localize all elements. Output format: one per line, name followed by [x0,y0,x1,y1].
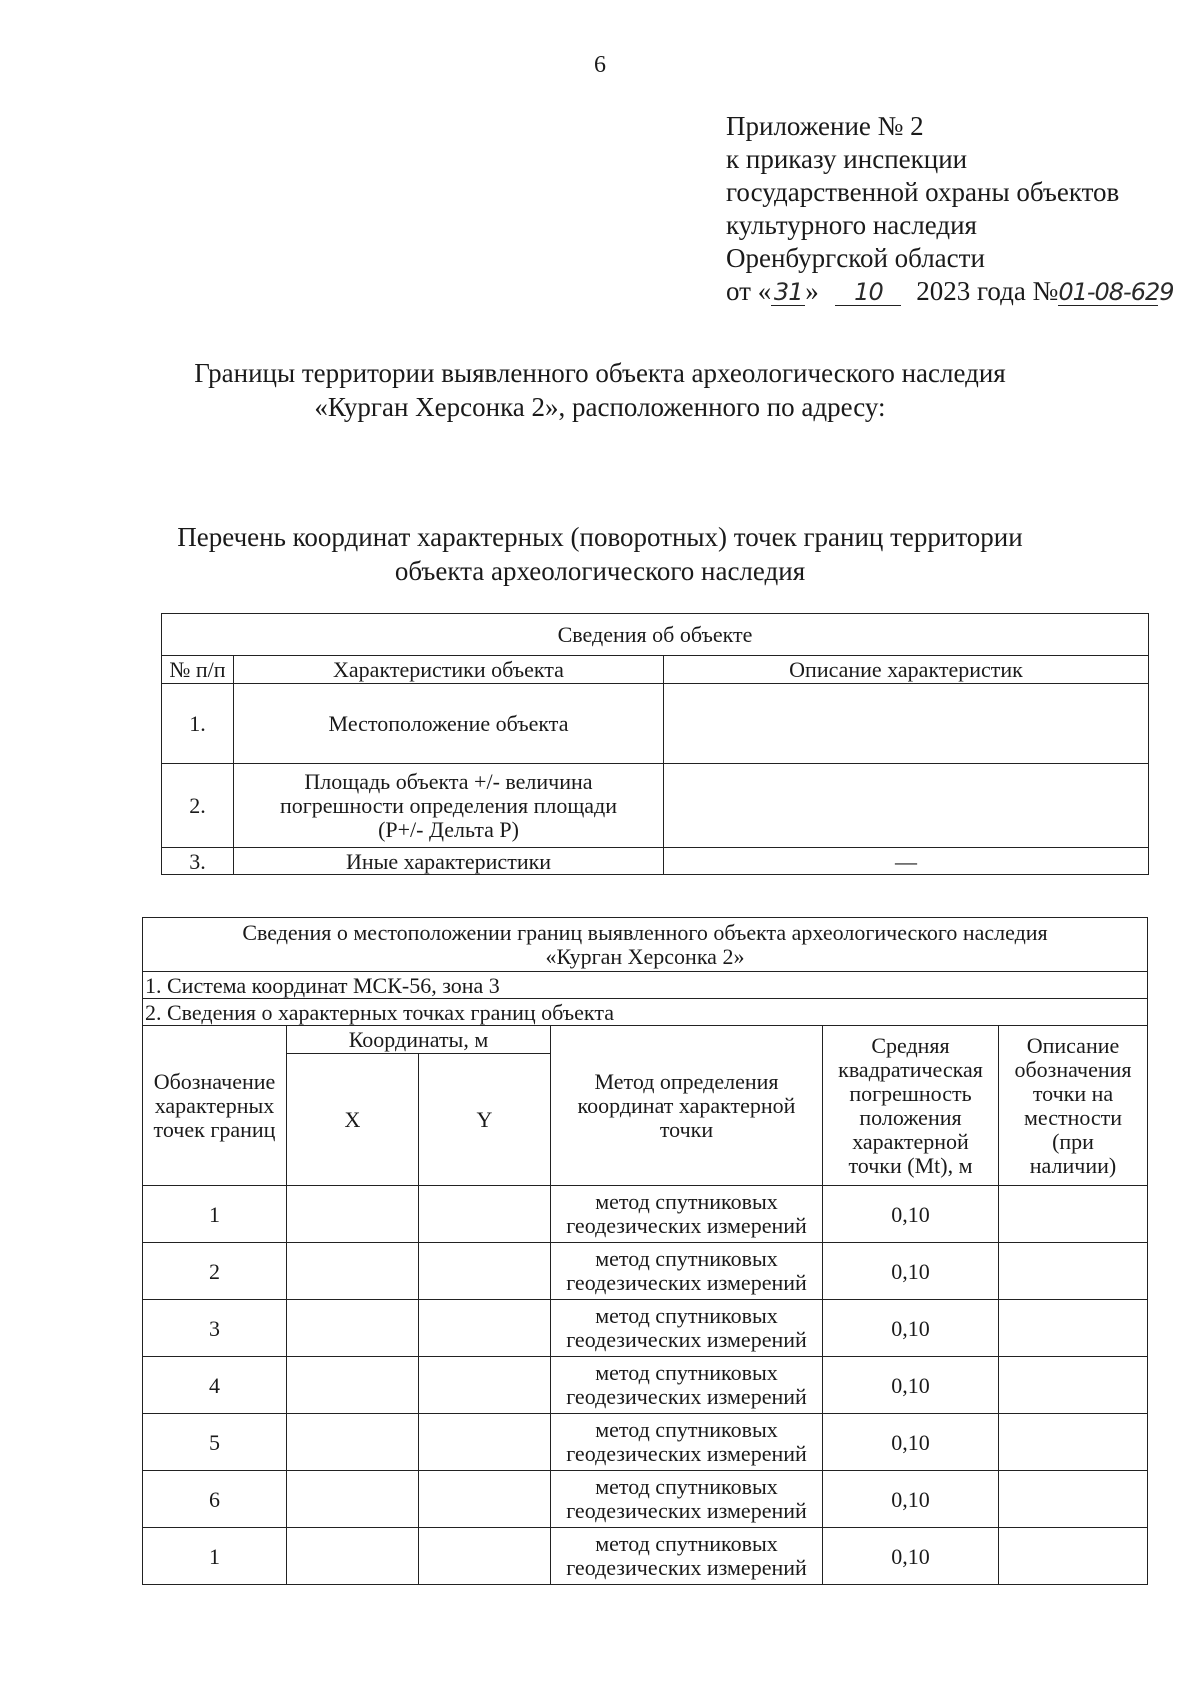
point-method [551,1471,823,1528]
point-row [143,1471,1148,1528]
point-description [999,1528,1148,1585]
points-table-caption [143,918,1148,972]
point-number: 2 [143,1243,287,1300]
point-row [143,1300,1148,1357]
error-line-3: погрешность [849,1080,972,1106]
point-rows [143,1186,1148,1585]
point-number: 5 [143,1414,287,1471]
header-description: Описание характеристик [664,656,1149,684]
method-text-line-1: метод спутниковых [595,1417,778,1442]
point-x [287,1471,419,1528]
description-line-3: точки на [1032,1080,1114,1106]
point-method [551,1528,823,1585]
description-line-2: обозначения [1014,1056,1132,1082]
point-error: 0,10 [823,1243,999,1300]
point-x [287,1243,419,1300]
method-text-line-2: геодезических измерений [566,1384,807,1409]
method-line-2: координат характерной [577,1092,796,1118]
point-x [287,1528,419,1585]
header-coordinates: Координаты, м [287,1026,551,1054]
point-method [551,1357,823,1414]
list-heading-line-1: Перечень координат характерных (поворотных) точек границ территории [177,522,1023,552]
list-heading-line-2: объекта археологического наследия [394,556,806,586]
appendix-line-5: Оренбургской области [726,243,985,273]
points-table-caption-row [143,918,1148,972]
point-error: 0,10 [823,1528,999,1585]
point-row [143,1414,1148,1471]
method-text-line-2: геодезических измерений [566,1327,807,1352]
method-line-1: Метод определения [594,1068,779,1094]
appendix-block [726,110,1174,308]
object-table-caption: Сведения об объекте [162,614,1149,656]
designation-line-3: точек границ [153,1116,276,1142]
point-number: 1 [143,1186,287,1243]
characteristic-line-3: (Р+/- Дельта Р) [378,816,519,842]
row-characteristic: Иные характеристики [234,848,664,875]
error-line-5: характерной [852,1128,969,1154]
row-number: 1. [162,684,234,764]
point-error: 0,10 [823,1357,999,1414]
point-row [143,1186,1148,1243]
point-x [287,1300,419,1357]
point-y [419,1243,551,1300]
characteristic-line-2: погрешности определения площади [279,792,617,818]
row-description: — [664,848,1149,875]
point-error: 0,10 [823,1471,999,1528]
point-method [551,1243,823,1300]
method-text-line-1: метод спутниковых [595,1246,778,1271]
method-text-line-1: метод спутниковых [595,1189,778,1214]
error-line-1: Средняя [871,1032,950,1058]
method-text-line-2: геодезических измерений [566,1441,807,1466]
page-number: 6 [594,52,606,78]
description-line-1: Описание [1026,1032,1120,1058]
point-number: 4 [143,1357,287,1414]
point-description [999,1414,1148,1471]
object-row [162,764,1149,848]
point-description [999,1471,1148,1528]
header-x: X [287,1054,419,1186]
point-method [551,1186,823,1243]
point-row [143,1357,1148,1414]
method-text-line-2: геодезических измерений [566,1555,807,1580]
point-y [419,1186,551,1243]
object-info-table [161,613,1149,875]
method-text-line-2: геодезических измерений [566,1270,807,1295]
row-number: 3. [162,848,234,875]
point-description [999,1243,1148,1300]
appendix-line-4: культурного наследия [726,210,977,240]
header-y: Y [419,1054,551,1186]
caption-line-2: «Курган Херсонка 2» [545,943,745,969]
object-row [162,684,1149,764]
points-info: 2. Сведения о характерных точках границ объекта [143,999,1148,1026]
handwritten-order-number: 01-08-629 [1058,278,1174,306]
handwritten-day: 31 [771,279,805,306]
point-y [419,1414,551,1471]
point-row [143,1528,1148,1585]
error-line-4: положения [859,1104,962,1130]
title-line-1: Границы территории выявленного объекта археологического наследия [194,358,1006,388]
order-date-line [726,275,1174,308]
row-characteristic: Местоположение объекта [234,684,664,764]
header-point-description [999,1026,1148,1186]
designation-line-1: Обозначение [153,1068,276,1094]
method-text-line-2: геодезических измерений [566,1498,807,1523]
points-header-row [143,1026,1148,1054]
method-text-line-1: метод спутниковых [595,1303,778,1328]
point-number: 6 [143,1471,287,1528]
error-line-6: точки (Mt), м [848,1152,973,1178]
title-line-2: «Курган Херсонка 2», расположенного по адресу: [314,392,886,422]
appendix-line-3: государственной охраны объектов [726,177,1120,207]
description-line-4: местности [1023,1104,1123,1130]
header-characteristics: Характеристики объекта [234,656,664,684]
designation-line-2: характерных [154,1092,275,1118]
description-line-5: (при [1052,1128,1094,1154]
point-x [287,1414,419,1471]
row-description [664,764,1149,848]
list-heading [0,520,1200,588]
day-suffix: » [805,276,819,306]
point-x [287,1357,419,1414]
point-x [287,1186,419,1243]
header-point-designation [143,1026,287,1186]
point-number: 1 [143,1528,287,1585]
coordinate-system: 1. Система координат МСК-56, зона 3 [143,972,1148,999]
method-text-line-1: метод спутниковых [595,1531,778,1556]
appendix-line-1: Приложение № 2 [726,111,924,141]
point-description [999,1357,1148,1414]
point-description [999,1300,1148,1357]
row-characteristic [234,764,664,848]
coord-system-row [143,972,1148,999]
point-y [419,1357,551,1414]
object-row [162,848,1149,875]
point-error: 0,10 [823,1414,999,1471]
point-method [551,1300,823,1357]
method-line-3: точки [659,1116,714,1142]
point-method [551,1414,823,1471]
point-row [143,1243,1148,1300]
boundary-points-table [142,917,1148,1585]
object-table-header-row [162,656,1149,684]
point-y [419,1300,551,1357]
object-table-caption-row [162,614,1149,656]
document-title [0,356,1200,424]
handwritten-month: 10 [835,279,901,306]
error-line-2: квадратическая [838,1056,983,1082]
method-text-line-1: метод спутниковых [595,1360,778,1385]
description-line-6: наличии) [1029,1152,1117,1178]
point-description [999,1186,1148,1243]
row-description [664,684,1149,764]
appendix-line-2: к приказу инспекции [726,144,968,174]
row-number: 2. [162,764,234,848]
method-text-line-1: метод спутниковых [595,1474,778,1499]
header-number: № п/п [162,656,234,684]
point-error: 0,10 [823,1300,999,1357]
method-text-line-2: геодезических измерений [566,1213,807,1238]
header-mean-square-error [823,1026,999,1186]
points-info-row [143,999,1148,1026]
point-y [419,1528,551,1585]
point-error: 0,10 [823,1186,999,1243]
point-number: 3 [143,1300,287,1357]
point-y [419,1471,551,1528]
header-method [551,1026,823,1186]
characteristic-line-1: Площадь объекта +/- величина [304,768,593,794]
from-prefix: от « [726,276,772,306]
caption-line-1: Сведения о местоположении границ выявленного объекта археологического наследия [242,919,1048,945]
year-text: 2023 года № [916,276,1059,306]
